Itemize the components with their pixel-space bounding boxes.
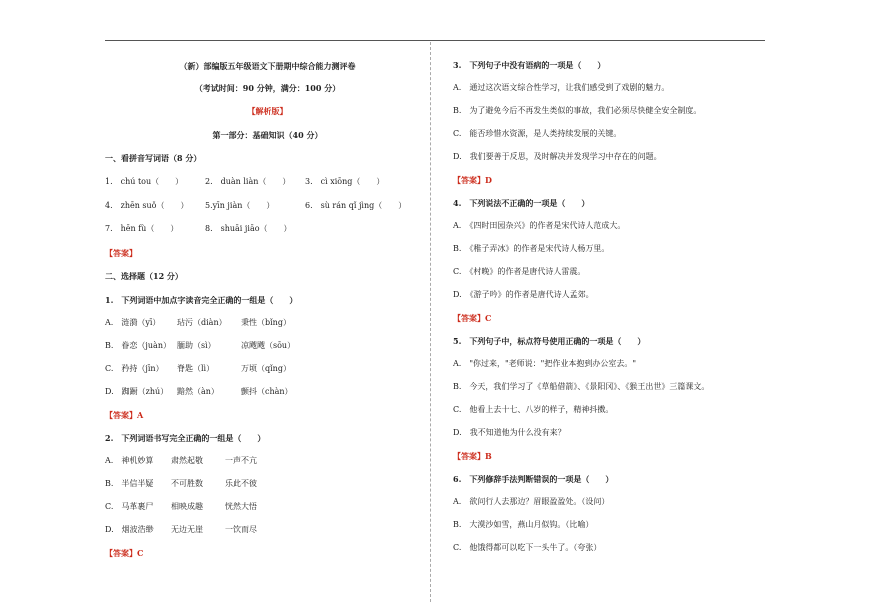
q4-option: C. 《村晚》的作者是唐代诗人雷震。 xyxy=(453,267,586,276)
pinyin-item: 6. sù rán qǐ jìng（ ） xyxy=(305,201,407,210)
q3-answer: 【答案】D xyxy=(453,175,492,185)
answer-version-label: 【解析版】 xyxy=(247,106,288,116)
q4-answer: 【答案】C xyxy=(453,313,492,323)
q2-option: 一声不亢 xyxy=(225,456,257,465)
q6-option: A. 欲问行人去那边？眉眼盈盈处。（设问） xyxy=(453,497,610,506)
q2-option: 不可胜数 xyxy=(171,479,203,488)
pinyin-item: 1. chú tou（ ） xyxy=(105,177,184,186)
pinyin-item: 5.yīn jiàn（ ） xyxy=(205,201,275,210)
q2-option: 无边无崖 xyxy=(171,525,203,534)
q1-option: A. 涟漪（yī） xyxy=(105,318,161,327)
q1-option: 万顷（qǐng） xyxy=(241,364,291,373)
q2-option: 一饮而尽 xyxy=(225,525,257,534)
q3-option: A. 通过这次语文综合性学习，让我们感受到了戏剧的魅力。 xyxy=(453,83,670,92)
exam-info: （考试时间：90 分钟，满分：100 分） xyxy=(194,83,341,93)
q1-option: C. 矜持（jīn） xyxy=(105,364,164,373)
q5-option: D. 我不知道他为什么没有来？ xyxy=(453,428,566,437)
q5-option: B. 今天，我们学习了《草船借箭》、《景阳冈》、《猴王出世》三篇课文。 xyxy=(453,382,710,391)
part1-heading: 第一部分：基础知识（40 分） xyxy=(212,130,323,140)
q4-stem: 4. 下列说法不正确的一项是（ ） xyxy=(453,198,590,208)
q4-option: D. 《游子吟》的作者是唐代诗人孟郊。 xyxy=(453,290,594,299)
q6-option: C. 他饿得都可以吃下一头牛了。（夸张） xyxy=(453,543,602,552)
pinyin-item: 4. zhēn suǒ（ ） xyxy=(105,201,189,210)
q6-stem: 6. 下列修辞手法判断错误的一项是（ ） xyxy=(453,474,614,484)
q2-option: C. 马革裹尸 xyxy=(105,502,154,511)
q5-answer: 【答案】B xyxy=(453,451,492,461)
q4-option: B. 《稚子弄冰》的作者是宋代诗人杨万里。 xyxy=(453,244,610,253)
q2-option: 恍然大悟 xyxy=(225,502,257,511)
q1-option: 颤抖（chàn） xyxy=(241,387,293,396)
top-rule xyxy=(105,40,765,41)
q1-option: 脊匙（lì） xyxy=(177,364,215,373)
q6-option: B. 大漠沙如雪，燕山月似钩。（比喻） xyxy=(453,520,594,529)
q3-stem: 3. 下列句子中没有语病的一项是（ ） xyxy=(453,60,606,70)
q5-stem: 5. 下列句子中，标点符号使用正确的一项是（ ） xyxy=(453,336,646,346)
q2-option: 肃然起敬 xyxy=(171,456,203,465)
q5-option: A. "你过来，"老师说："把作业本抱到办公室去。" xyxy=(453,359,637,368)
pinyin-item: 7. hēn fù（ ） xyxy=(105,224,179,233)
doc-title: （新）部编版五年级语文下册期中综合能力测评卷 xyxy=(179,61,356,71)
column-divider xyxy=(430,42,431,602)
q1-answer: 【答案】A xyxy=(105,410,144,420)
q3-option: C. 能否珍惜水资源，是人类持续发展的关键。 xyxy=(453,129,622,138)
q1-option: 秉性（bǐng） xyxy=(241,318,291,327)
q1-option: 黯然（àn） xyxy=(177,387,219,396)
q3-option: B. 为了避免今后不再发生类似的事故，我们必须尽快健全安全制度。 xyxy=(453,106,702,115)
pinyin-item: 3. cì xiōng（ ） xyxy=(305,177,385,186)
q3-option: D. 我们要善于反思，及时解决并发现学习中存在的问题。 xyxy=(453,152,662,161)
q2-option: D. 烟波浩缈 xyxy=(105,525,154,534)
q4-option: A. 《四时田园杂兴》的作者是宋代诗人范成大。 xyxy=(453,221,626,230)
q2-option: B. 半信半疑 xyxy=(105,479,154,488)
q1-option: D. 踟蹰（zhú） xyxy=(105,387,169,396)
q2-option: 相映成趣 xyxy=(171,502,203,511)
q1-stem: 1. 下列词语中加点字读音完全正确的一组是（ ） xyxy=(105,295,298,305)
q1-option: B. 眷恋（juàn） xyxy=(105,341,171,350)
sec2-title: 二、选择题（12 分） xyxy=(105,271,183,281)
pinyin-item: 8. shuāi jiāo（ ） xyxy=(205,224,292,233)
q2-option: A. 神机妙算 xyxy=(105,456,154,465)
pinyin-item: 2. duàn liàn（ ） xyxy=(205,177,291,186)
answer-label: 【答案】 xyxy=(105,248,137,258)
sec1-title: 一、看拼音写词语（8 分） xyxy=(105,153,202,163)
q1-option: 凉飕飕（sōu） xyxy=(241,341,296,350)
q2-answer: 【答案】C xyxy=(105,548,144,558)
q5-option: C. 他看上去十七、八岁的样子，精神抖擞。 xyxy=(453,405,614,414)
q2-stem: 2. 下列词语书写完全正确的一组是（ ） xyxy=(105,433,266,443)
q1-option: 腼助（sì） xyxy=(177,341,216,350)
q1-option: 玷污（diàn） xyxy=(177,318,227,327)
q2-option: 乐此不彼 xyxy=(225,479,257,488)
